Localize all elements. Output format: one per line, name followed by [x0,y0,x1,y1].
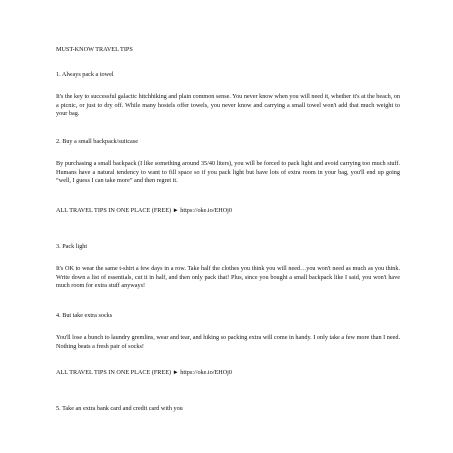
tip-1-heading: 1. Always pack a towel [56,71,114,78]
promo-link-1[interactable]: ALL TRAVEL TIPS IN ONE PLACE (FREE) ► https://oke.io/EHOj0 [56,207,232,214]
tip-3-heading: 3. Pack light [56,243,88,250]
document-title: MUST-KNOW TRAVEL TIPS [56,46,133,53]
tip-4-heading: 4. But take extra socks [56,312,113,319]
tip-2-body: By purchasing a small backpack (I like something around 35/40 liters), you will be forced to pack light and avoid carrying too much stuff. Humans have a natural tendency to want to fill space so if you pack light but have lots of extra room in your bag, you'll end up going “well, I guess I can take more” and then regret it. [56,160,400,185]
tip-2-heading: 2. Buy a small backpack/suitcase [56,138,138,145]
promo-link-2[interactable]: ALL TRAVEL TIPS IN ONE PLACE (FREE) ► https://oke.io/EHOj0 [56,369,232,376]
tip-5-heading: 5. Take an extra bank card and credit card with you [56,405,183,412]
tip-3-body: It's OK to wear the same t-shirt a few days in a row. Take half the clothes you think you will need…you won't need as much as you think. Write down a list of essentials, cut it in half, and then only pack that! Plus, since you bought a small backpack like I said, you won't have much room for extra stuff anyways! [56,265,400,290]
tip-4-body: You'll lose a bunch to laundry gremlins, wear and tear, and hiking so packing extra will come in handy. I only take a few more than I need. Nothing beats a fresh pair of socks! [56,334,400,350]
tip-1-body: It's the key to successful galactic hitchhiking and plain common sense. You never know when you will need it, whether it's at the beach, on a picnic, or just to dry off. While many hostels offer towels, you never know and carrying a small towel won't add that much weight to your bag. [56,93,400,118]
